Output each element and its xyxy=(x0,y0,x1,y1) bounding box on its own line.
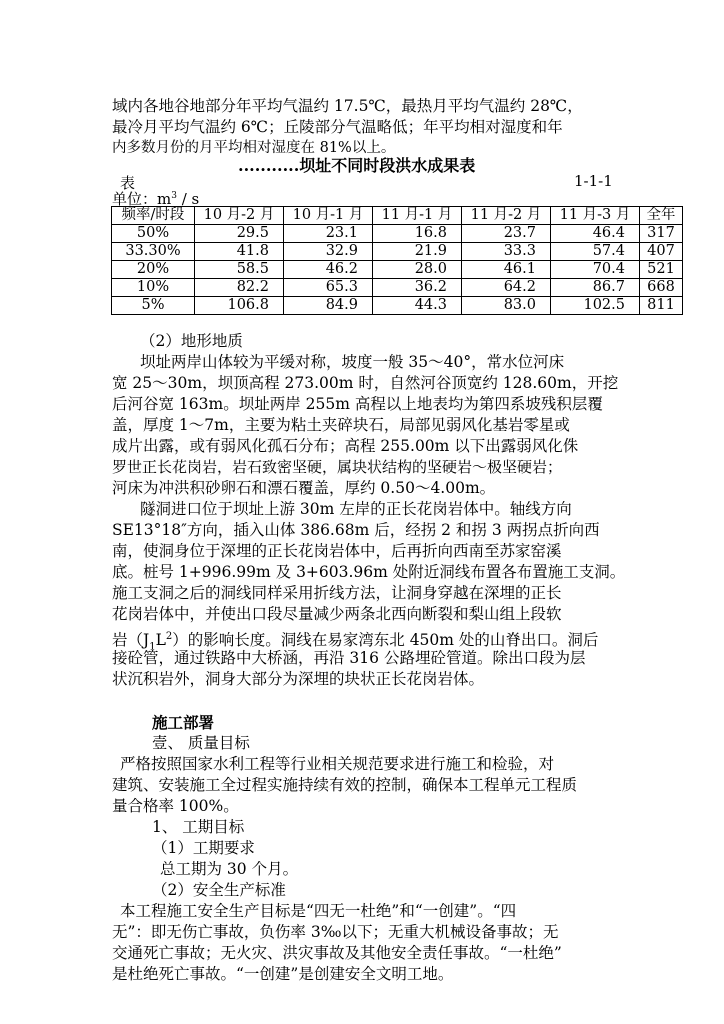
section-heading-terrain: （2）地形地质 xyxy=(140,332,243,350)
tunnel-line-6: 花岗岩体中，并使出口段尽量减少两条北西向断裂和梨山组上段软 xyxy=(112,605,562,623)
table-header-cell: 频率/时段 xyxy=(112,207,195,225)
table-cell: 521 xyxy=(640,261,683,279)
table-row xyxy=(112,225,683,243)
quality-heading: 壹、 质量目标 xyxy=(152,734,250,752)
table-title: ...........坝址不同时段洪水成果表 xyxy=(238,156,476,175)
table-cell: 5% xyxy=(112,297,195,315)
table-row xyxy=(112,261,683,279)
tunnel-line-9: 状沉积岩外，洞身大部分为深埋的块状正长花岗岩体。 xyxy=(112,670,485,688)
terrain-line-1: 坝址两岸山体较为平缓对称，坡度一般 35～40°，常水位河床 xyxy=(140,353,565,371)
tunnel-line-4: 底。桩号 1+996.99m 及 3+603.96m 处附近洞线布置各布置施工支洞。 xyxy=(112,563,626,581)
terrain-line-5: 成片出露，或有弱风化孤石分布；高程 255.00m 以下出露弱风化侏 xyxy=(112,437,579,455)
schedule-text: 总工期为 30 个月。 xyxy=(160,860,299,878)
table-cell: 41.8 xyxy=(195,243,284,261)
terrain-line-7: 河床为冲洪积砂卵石和漂石覆盖，厚约 0.50～4.00m。 xyxy=(112,479,496,497)
flood-table xyxy=(111,206,683,315)
table-cell: 20% xyxy=(112,261,195,279)
table-cell: 65.3 xyxy=(284,279,373,297)
table-cell: 23.1 xyxy=(284,225,373,243)
schedule-subheading: （1）工期要求 xyxy=(152,839,255,857)
table-cell: 23.7 xyxy=(462,225,551,243)
tunnel-line-2: SE13°18″方向，插入山体 386.68m 后，经拐 2 和拐 3 两拐点折向西 xyxy=(112,521,600,539)
table-cell: 64.2 xyxy=(462,279,551,297)
table-cell: 10% xyxy=(112,279,195,297)
safety-heading: （2）安全生产标准 xyxy=(152,881,286,899)
table-cell: 106.8 xyxy=(195,297,284,315)
safety-line-4: 是杜绝死亡事故。“一创建”是创建安全文明工地。 xyxy=(112,965,454,983)
tunnel-line-3: 南，使洞身位于深埋的正长花岗岩体中，后再折向西南至苏家窑溪 xyxy=(112,542,562,560)
table-label: 表 xyxy=(120,174,136,192)
table-row xyxy=(112,243,683,261)
table-header-cell: 11 月-1 月 xyxy=(373,207,462,225)
table-cell: 16.8 xyxy=(373,225,462,243)
table-cell: 44.3 xyxy=(373,297,462,315)
table-header-cell: 全年 xyxy=(640,207,683,225)
section-heading-construction: 施工部署 xyxy=(152,713,215,732)
table-cell: 58.5 xyxy=(195,261,284,279)
terrain-line-2: 宽 25～30m，坝顶高程 273.00m 时，自然河谷顶宽约 128.60m，开挖 xyxy=(112,374,619,392)
table-cell: 46.2 xyxy=(284,261,373,279)
tunnel-line-7: 岩$(J_1L^2)$的影响长度。洞线在易家湾东北 450m 处的山脊出口。洞后 xyxy=(112,631,599,653)
table-cell: 70.4 xyxy=(551,261,640,279)
quality-line-1: 严格按照国家水利工程等行业相关规范要求进行施工和检验，对 xyxy=(120,755,555,773)
table-cell: 32.9 xyxy=(284,243,373,261)
schedule-heading: 1、 工期目标 xyxy=(152,818,245,836)
table-cell: 83.0 xyxy=(462,297,551,315)
intro-line-2: 最冷月平均气温约 6℃；丘陵部分气温略低；年平均相对湿度和年 xyxy=(112,118,563,136)
quality-line-2: 建筑、安装施工全过程实施持续有效的控制，确保本工程单元工程质 xyxy=(112,776,578,794)
table-cell: 84.9 xyxy=(284,297,373,315)
table-cell: 811 xyxy=(640,297,683,315)
safety-line-3: 交通死亡事故；无火灾、洪灾事故及其他安全责任事故。“一杜绝” xyxy=(112,944,562,962)
table-header-cell: 10 月-1 月 xyxy=(284,207,373,225)
table-number: 1-1-1 xyxy=(574,172,613,190)
table-header-cell: 11 月-3 月 xyxy=(551,207,640,225)
table-cell: 57.4 xyxy=(551,243,640,261)
table-row xyxy=(112,297,683,315)
table-cell: 407 xyxy=(640,243,683,261)
table-cell: 82.2 xyxy=(195,279,284,297)
safety-line-1: 本工程施工安全生产目标是“四无一杜绝”和“一创建”。“四 xyxy=(120,902,517,920)
table-cell: 317 xyxy=(640,225,683,243)
table-cell: 33.3 xyxy=(462,243,551,261)
terrain-line-6: 罗世正长花岗岩，岩石致密坚硬，属块状结构的坚硬岩～极坚硬岩； xyxy=(112,458,563,476)
table-header-cell: 11 月-2 月 xyxy=(462,207,551,225)
table-cell: 21.9 xyxy=(373,243,462,261)
table-cell: 102.5 xyxy=(551,297,640,315)
unit-label: 单位：$m^3$ / s xyxy=(112,190,200,208)
safety-line-2: 无”：即无伤亡事故，负伤率 3‰以下；无重大机械设备事故；无 xyxy=(112,923,559,941)
table-cell: 50% xyxy=(112,225,195,243)
table-cell: 86.7 xyxy=(551,279,640,297)
table-cell: 46.1 xyxy=(462,261,551,279)
table-header-cell: 10 月-2 月 xyxy=(195,207,284,225)
quality-line-3: 量合格率 100%。 xyxy=(112,797,239,815)
terrain-line-3: 后河谷宽 163m。坝址两岸 255m 高程以上地表均为第四系坡残积层覆 xyxy=(112,395,603,413)
table-header-row xyxy=(112,207,683,225)
table-cell: 46.4 xyxy=(551,225,640,243)
table-cell: 668 xyxy=(640,279,683,297)
table-row xyxy=(112,279,683,297)
intro-line-1: 域内各地谷地部分年平均气温约 17.5℃，最热月平均气温约 28℃， xyxy=(112,97,583,115)
table-cell: 28.0 xyxy=(373,261,462,279)
table-cell: 29.5 xyxy=(195,225,284,243)
tunnel-line-1: 隧洞进口位于坝址上游 30m 左岸的正长花岗岩体中。轴线方向 xyxy=(140,500,572,518)
table-cell: 33.30% xyxy=(112,243,195,261)
tunnel-line-8: 接砼管，通过铁路中大桥涵，再沿 316 公路埋砼管道。除出口段为层 xyxy=(112,649,586,667)
intro-line-3: 内多数月份的月平均相对湿度在 81%以上。 xyxy=(112,140,396,156)
tunnel-line-5: 施工支洞之后的洞线同样采用折线方法，让洞身穿越在深埋的正长 xyxy=(112,584,562,602)
table-cell: 36.2 xyxy=(373,279,462,297)
terrain-line-4: 盖，厚度 1～7m，主要为粘土夹碎块石，局部见弱风化基岩零星或 xyxy=(112,416,570,434)
